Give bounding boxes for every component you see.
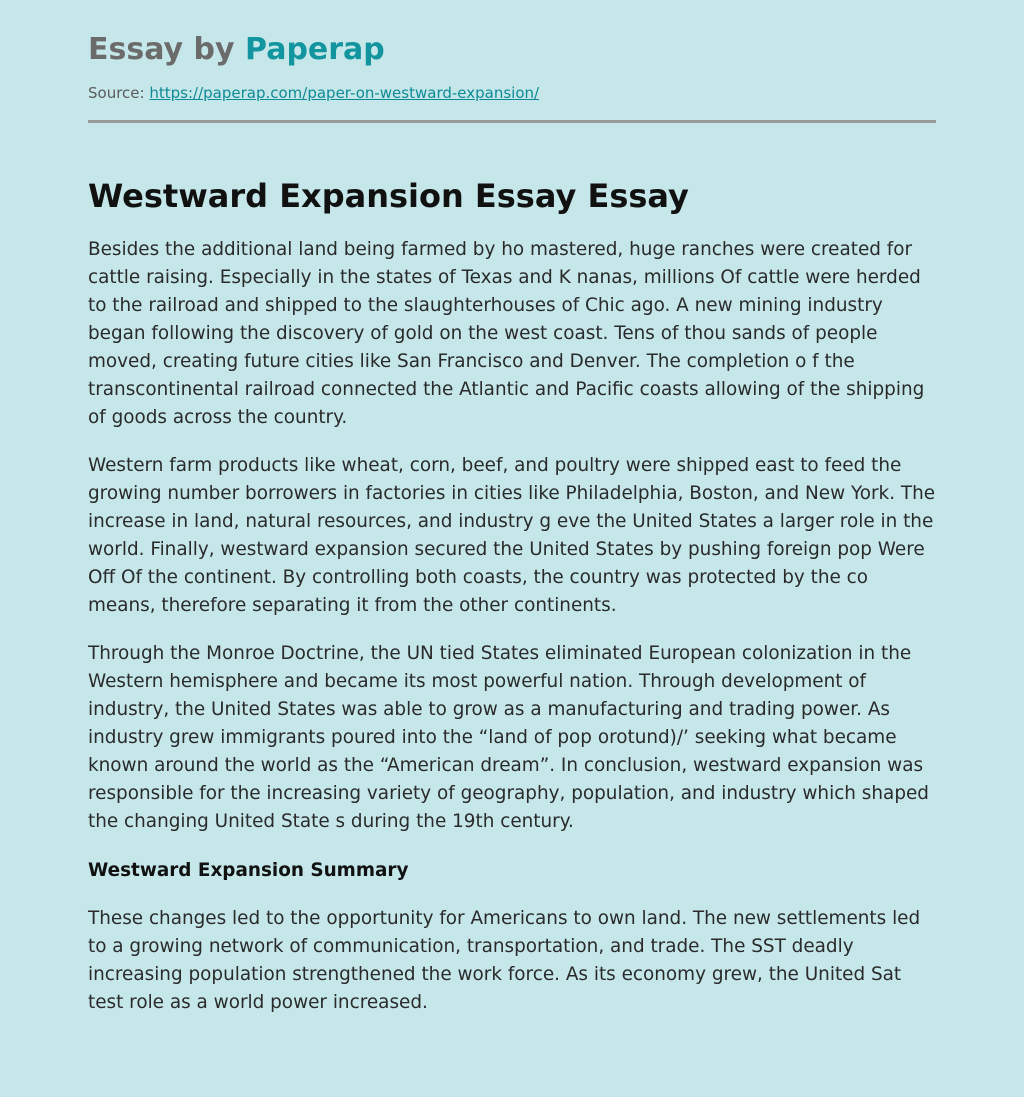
brand-logo[interactable] <box>88 30 936 70</box>
article-paragraph: Western farm products like wheat, corn, beef, and poultry were shipped east to feed the growing number borrowers in factories in cities like Philadelphia, Boston, and New York. The increase in land, natural resources, and industry g eve the United States a larger role in the world. Finally, westward expansion secured the United States by pushing foreign pop Were Off Of the continent. By controlling both coasts, the country was protected by the co means, therefore separating it from the other continents. <box>88 455 936 616</box>
article-paragraph: Through the Monroe Doctrine, the UN tied States eliminated European colonization in the Western hemisphere and became its most powerful nation. Through development of industry, the United States was able to grow as a manufacturing and trading power. As industry grew immigrants poured into the “land of pop orotund)/’ seeking what became known around the world as the “American dream”. In conclusion, westward expansion was responsible for the increasing variety of geography, population, and industry which shaped the changing United State s during the 19th century. <box>88 643 929 832</box>
page <box>88 0 936 1017</box>
source-label: Source: <box>88 84 145 102</box>
site-header <box>88 30 936 123</box>
summary-paragraph: These changes led to the opportunity for Americans to own land. The new settlements led to a growing network of communication, transportation, and trade. The SST deadly increasing population strengthened the work force. As its economy grew, the United Sat test role as a world power increased. <box>88 908 921 1013</box>
brand-name: Paperap <box>245 32 385 67</box>
source-line <box>88 82 936 104</box>
source-link[interactable]: https://paperap.com/paper-on-westward-expansion/ <box>149 84 540 102</box>
article-paragraph: Besides the additional land being farmed by ho mastered, huge ranches were created for cattle raising. Especially in the states of Texas and K nanas, millions Of cattle were herded to the railroad and shipped to the slaughterhouses of Chic ago. A new mining industry began following the discovery of gold on the west coast. Tens of thou sands of people moved, creating future cities like San Francisco and Denver. The completion o f the transcontinental railroad connected the Atlantic and Pacific coasts allowing of the shipping of goods across the country. <box>88 239 925 428</box>
summary-heading: Westward Expansion Summary <box>88 860 409 881</box>
article-title: Westward Expansion Essay Essay <box>88 177 689 215</box>
header-divider <box>88 120 936 123</box>
brand-prefix: Essay by <box>88 32 246 67</box>
article <box>88 176 936 1017</box>
